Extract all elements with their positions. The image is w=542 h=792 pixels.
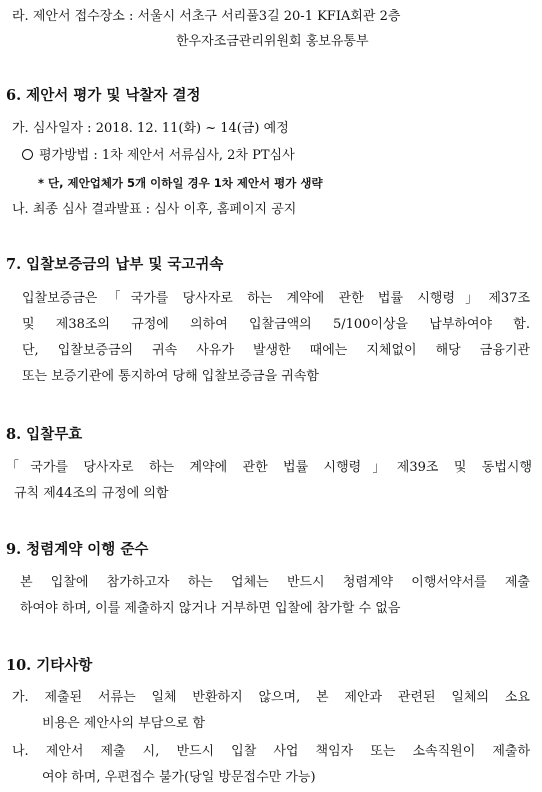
section-6-heading: 6. 제안서 평가 및 낙찰자 결정 — [6, 87, 201, 104]
section-6-evaluation-method — [22, 147, 295, 165]
section-6-note: * 단, 제안업체가 5개 이하일 경우 1차 제안서 평가 생략 — [38, 176, 323, 190]
section-10-item-ga-line-2: 비용은 제안사의 부담으로 함 — [42, 716, 206, 731]
evaluation-method-text: 평가방법 : 1차 제안서 서류심사, 2차 PT심사 — [39, 148, 295, 163]
section-10-item-ga-line-1: 가. 제출된 서류는 일체 반환하지 않으며, 본 제안과 관련된 일체의 소요 — [12, 690, 530, 705]
section-6-review-date: 가. 심사일자 : 2018. 12. 11(화) ~ 14(금) 예정 — [12, 121, 289, 136]
section-9-line-2: 하여야 하며, 이를 제출하지 않거나 거부하면 입찰에 참가할 수 없음 — [20, 601, 401, 616]
section-9-heading: 9. 청렴계약 이행 준수 — [6, 541, 149, 558]
section-7-line-1: 입찰보증금은「국가를 당사자로 하는 계약에 관한 법률 시행령」제37조 — [22, 291, 530, 306]
section-7-heading: 7. 입찰보증금의 납부 및 국고귀속 — [6, 256, 224, 273]
section-7-line-4: 또는 보증기관에 통지하여 당해 입찰보증금을 귀속함 — [22, 369, 319, 384]
circle-bullet-icon — [22, 149, 33, 160]
section-7-line-2: 및 제38조의 규정에 의하여 입찰금액의 5/100이상을 납부하여야 함. — [22, 317, 530, 332]
section-6-result-announcement: 나. 최종 심사 결과발표 : 심사 이후, 홈페이지 공지 — [12, 202, 297, 217]
section-8-line-2: 규칙 제44조의 규정에 의함 — [14, 486, 169, 501]
submission-location-line: 라. 제안서 접수장소 : 서울시 서초구 서리풀3길 20-1 KFIA회관 2층 — [12, 9, 401, 24]
section-10-heading: 10. 기타사항 — [6, 657, 93, 674]
section-7-line-3: 단, 입찰보증금의 귀속 사유가 발생한 때에는 지체없이 해당 금융기관 — [22, 343, 530, 358]
section-8-line-1: 「국가를 당사자로 하는 계약에 관한 법률 시행령」제39조 및 동법시행 — [6, 460, 532, 475]
submission-location-department: 한우자조금관리위원회 홍보유통부 — [176, 34, 369, 49]
section-10-item-na-line-1: 나. 제안서 제출 시, 반드시 입찰 사업 책임자 또는 소속직원이 제출하 — [12, 744, 530, 759]
section-10-item-na-line-2: 여야 하며, 우편접수 불가(당일 방문접수만 가능) — [42, 770, 316, 785]
section-8-heading: 8. 입찰무효 — [6, 426, 83, 443]
section-9-line-1: 본 입찰에 참가하고자 하는 업체는 반드시 청렴계약 이행서약서를 제출 — [20, 575, 530, 590]
